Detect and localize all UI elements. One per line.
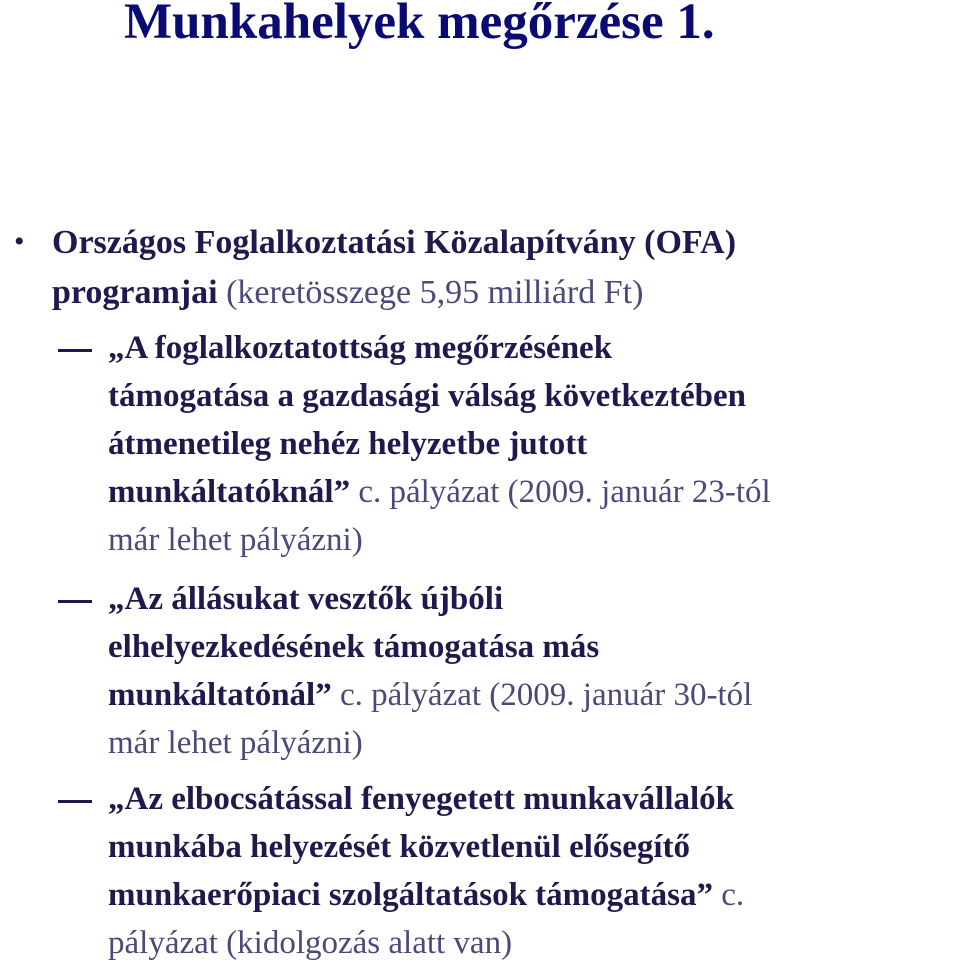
bullet-text [52, 218, 736, 318]
dash-icon [58, 800, 92, 803]
sub-item-3: „Az elbocsátással fenyegetett munkavállalók munkába helyezését közvetlenül elősegítő munkaerőpiaci szolgáltatások támogatása” c. pályázat (kidolgozás alatt van) [108, 781, 745, 961]
sub-item-1: „A foglalkoztatottság megőrzésének támogatása a gazdasági válság következtében átmenetileg nehéz helyzetbe jutott munkáltatóknál” c. pályázat (2009. január 23-tól már lehet pályázni) [108, 330, 771, 558]
programs-label: programjai [52, 274, 218, 311]
sub-item-2: „Az állásukat vesztők újbóli elhelyezkedésének támogatása más munkáltatónál” c. pályázat (2009. január 30-tól már lehet pályázni) [108, 581, 753, 761]
page-title: Munkahelyek megőrzése 1. [124, 0, 715, 50]
ofa-name: Országos Foglalkoztatási Közalapítvány (OFA) [52, 224, 737, 261]
budget-note: (keretösszege 5,95 milliárd Ft) [217, 274, 644, 311]
dash-icon [58, 600, 92, 603]
dash-icon [58, 349, 92, 352]
bullet-dot-icon: • [14, 225, 25, 258]
